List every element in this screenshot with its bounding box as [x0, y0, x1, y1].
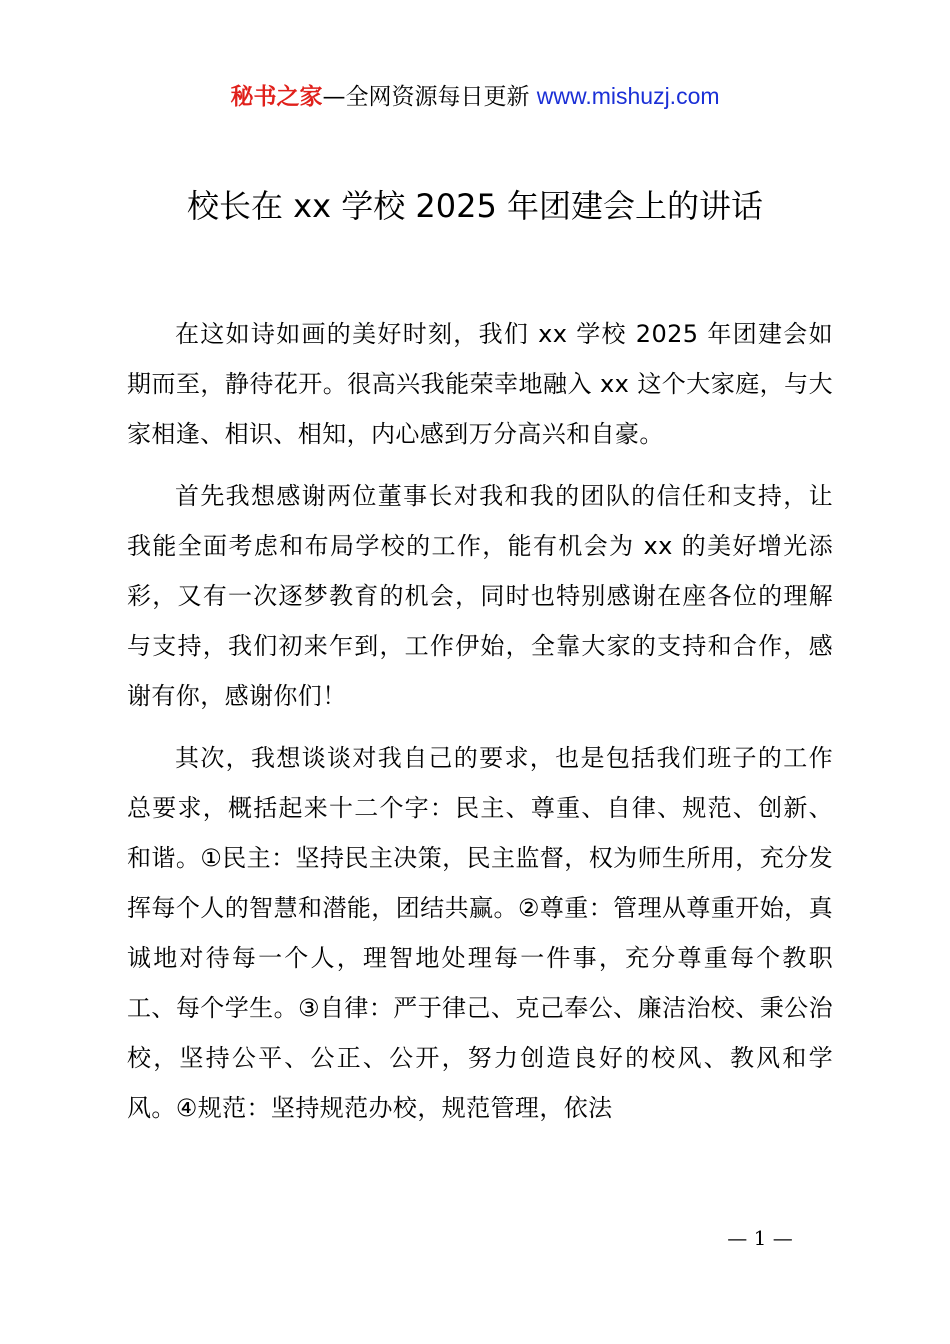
paragraph-3: 其次，我想谈谈对我自己的要求，也是包括我们班子的工作总要求，概括起来十二个字：民主、尊重、自律、规范、创新、和谐。①民主：坚持民主决策，民主监督，权为师生所用，充分发挥每个人的智慧和潜能，团结共赢。②尊重：管理从尊重开始，真诚地对待每一个人，理智地处理每一件事，充分尊重每个教职工、每个学生。③自律：严于律己、克己奉公、廉洁治校、秉公治校，坚持公平、公正、公开，努力创造良好的校风、教风和学风。④规范：坚持规范办校，规范管理，依法	[127, 744, 833, 1122]
site-slogan: —全网资源每日更新	[322, 84, 537, 110]
site-banner	[0, 80, 950, 113]
paragraph-1: 在这如诗如画的美好时刻，我们 xx 学校 2025 年团建会如期而至，静待花开。很高兴我能荣幸地融入 xx 这个大家庭，与大家相逢、相识、相知，内心感到万分高兴和自豪。	[127, 320, 833, 448]
page-number: — 1 —	[727, 1226, 793, 1250]
document-title: 校长在 xx 学校 2025 年团建会上的讲话	[186, 187, 763, 225]
paragraph-2: 首先我想感谢两位董事长对我和我的团队的信任和支持，让我能全面考虑和布局学校的工作，能有机会为 xx 的美好增光添彩，又有一次逐梦教育的机会，同时也特别感谢在座各位的理解与支持，我们初来乍到，工作伊始，全靠大家的支持和合作，感谢有你，感谢你们！	[127, 482, 833, 710]
document-body	[127, 309, 833, 1145]
site-url-link[interactable]: www.mishuzj.com	[536, 83, 720, 109]
site-brand: 秘书之家	[230, 84, 323, 110]
